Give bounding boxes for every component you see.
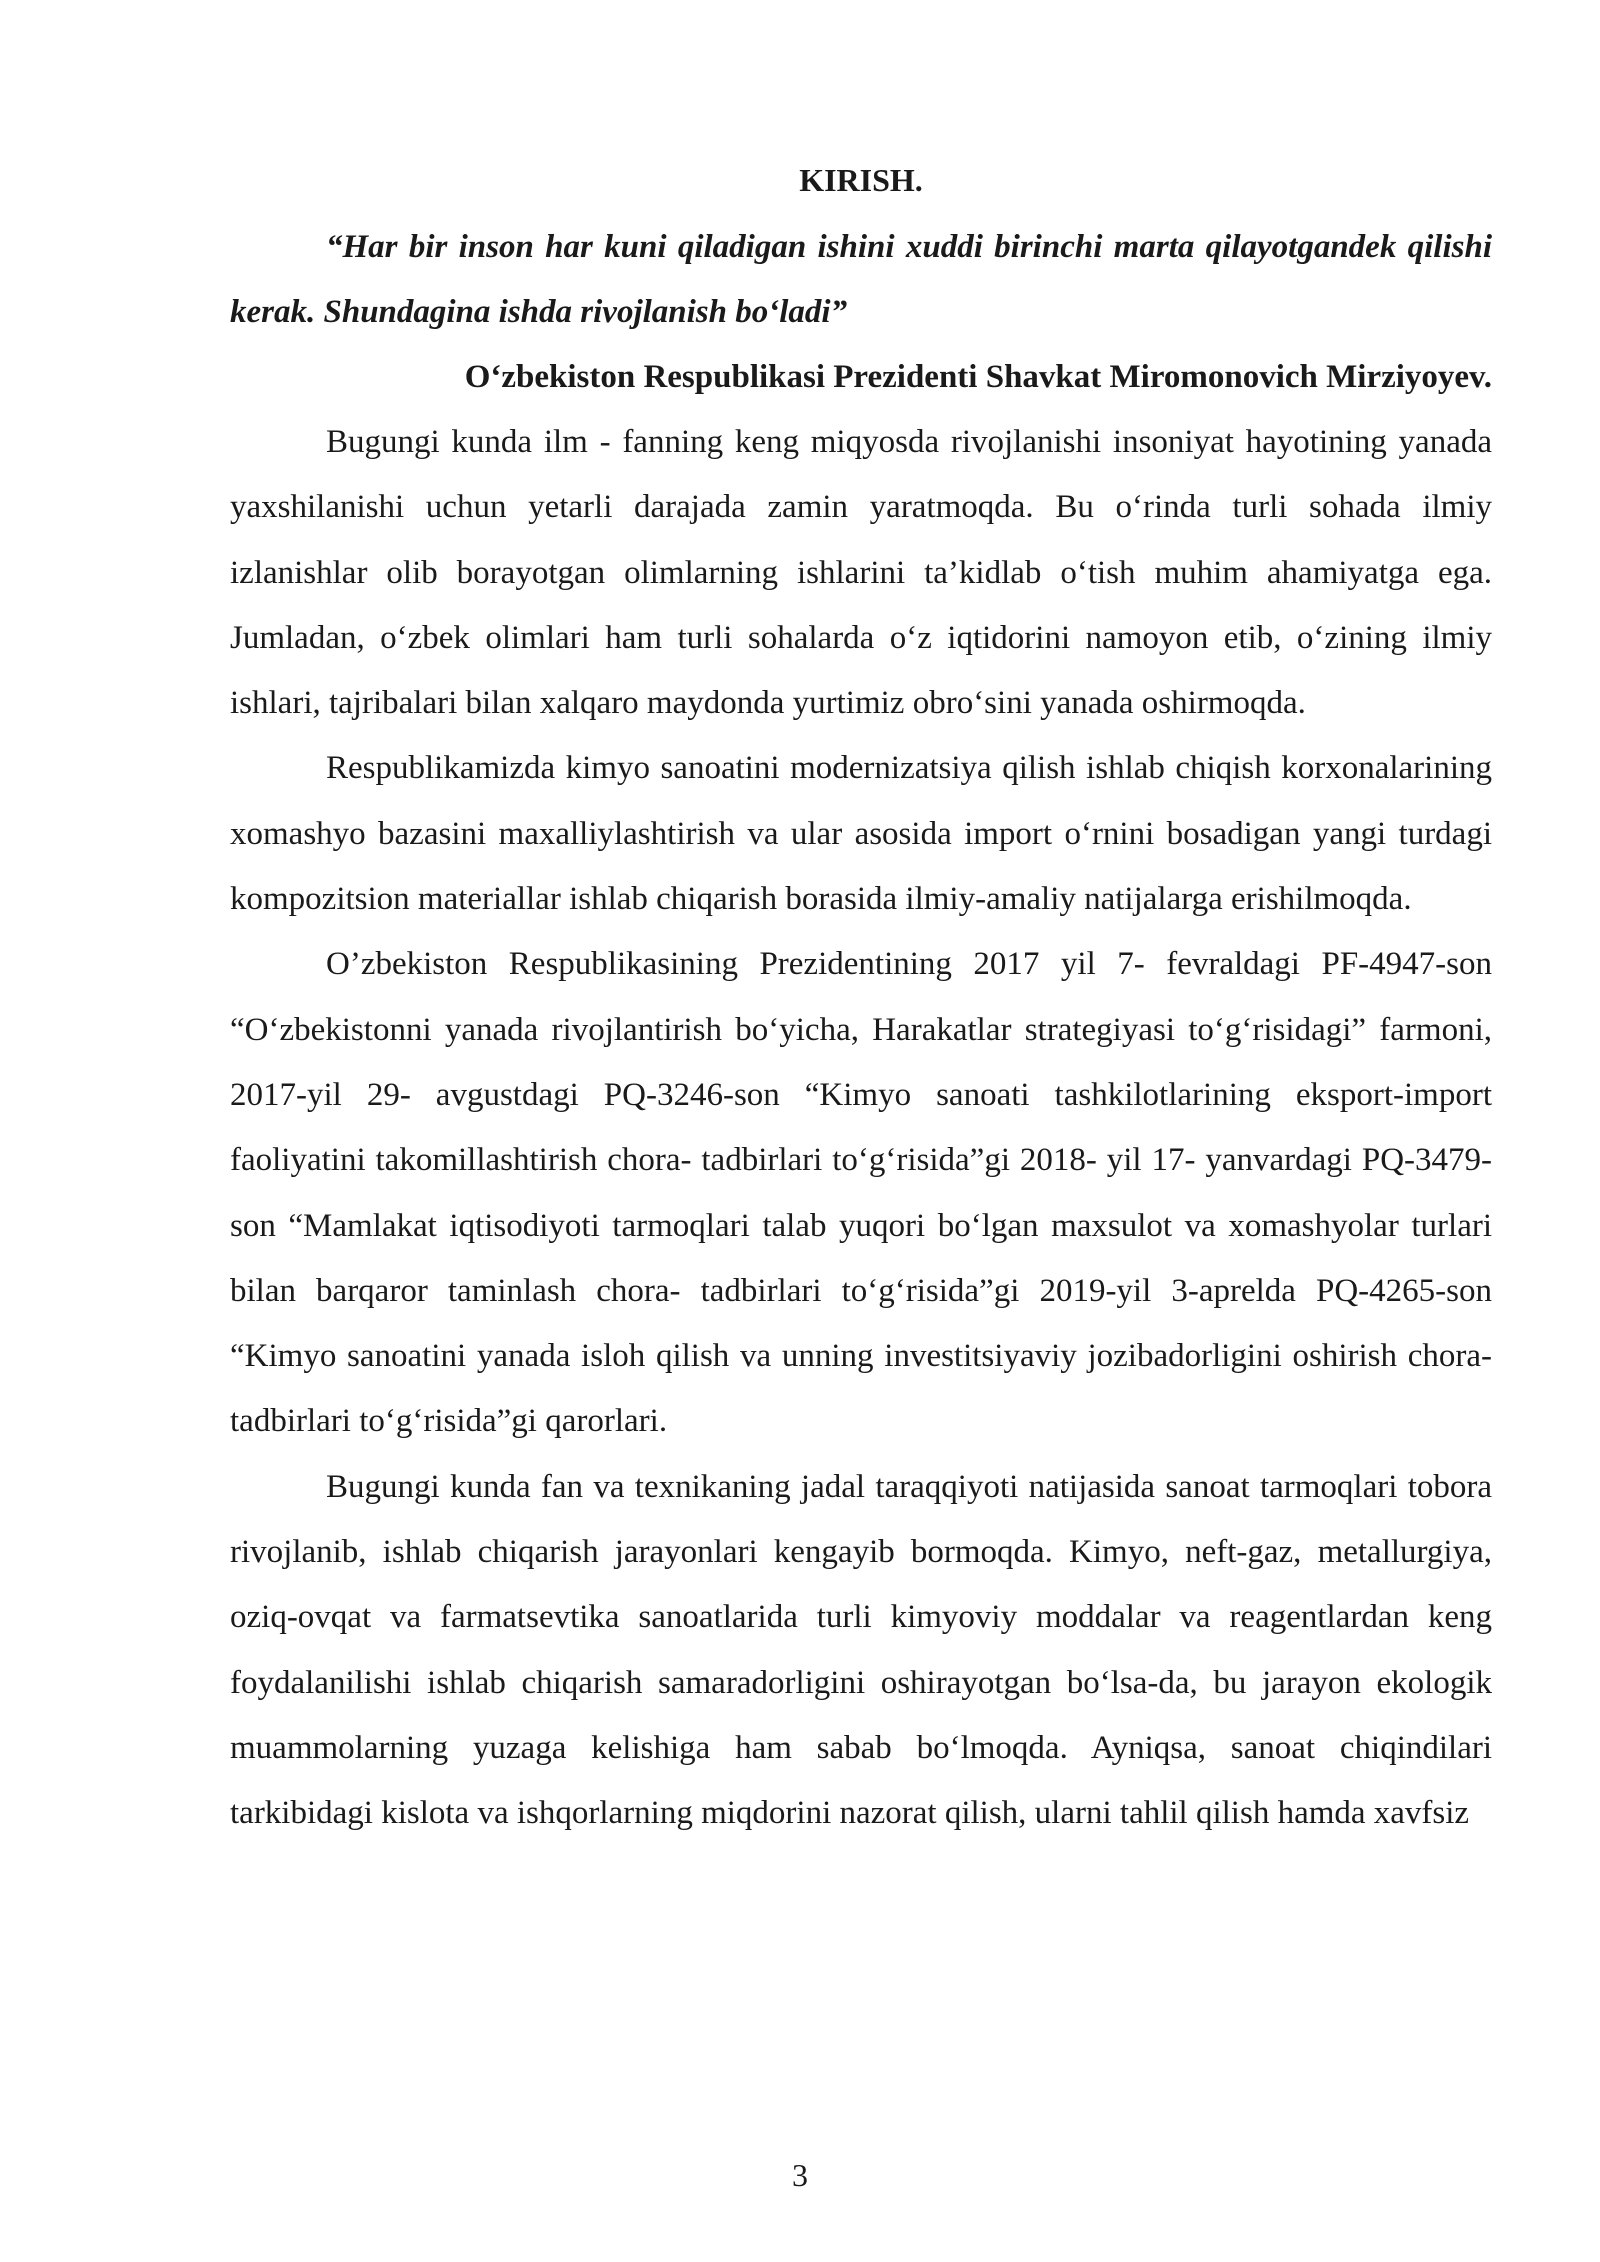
body-paragraph: O’zbekiston Respublikasining Prezidentining 2017 yil 7- fevraldagi PF-4947-son “O‘zbekistonni yanada rivojlantirish bo‘yicha, Harakatlar strategiyasi to‘g‘risidagi” farmoni, 2017-yil 29- avgustdagi PQ-3246-son “Kimyo sanoati tashkilotlarining eksport-import faoliyatini takomillashtirish chora- tadbirlari to‘g‘risida”gi 2018- yil 17- yanvardagi PQ-3479-son “Mamlakat iqtisodiyoti tarmoqlari talab yuqori bo‘lgan maxsulot va xomashyolar turlari bilan barqaror taminlash chora- tadbirlari to‘g‘risida”gi 2019-yil 3-aprelda PQ-4265-son “Kimyo sanoatini yanada isloh qilish va unning investitsiyaviy jozibadorligini oshirish chora- tadbirlari to‘g‘risida”gi qarorlari. [230, 946, 1492, 1440]
section-title: KIRISH. [799, 162, 923, 198]
epigraph-quote: “Har bir inson har kuni qiladigan ishini xuddi birinchi marta qilayotgandek qilishi kerak. Shundagina ishda rivojlanish bo‘ladi” [230, 229, 1492, 330]
epigraph-author: O‘zbekiston Respublikasi Prezidenti Shavkat Miromonovich Mirziyoyev. [464, 359, 1492, 395]
document-page [230, 160, 1492, 1847]
body-paragraph: Bugungi kunda ilm - fanning keng miqyosda rivojlanishi insoniyat hayotining yanada yaxshilanishi uchun yetarli darajada zamin yaratmoqda. Bu o‘rinda turli sohada ilmiy izlanishlar olib borayotgan olimlarning ishlarini ta’kidlab o‘tish muhim ahamiyatga ega. Jumladan, o‘zbek olimlari ham turli sohalarda o‘z iqtidorini namoyon etib, o‘zining ilmiy ishlari, tajribalari bilan xalqaro maydonda yurtimiz obro‘sini yanada oshirmoqda. [230, 424, 1492, 722]
page-number: 3 [792, 2157, 808, 2193]
body-paragraph: Respublikamizda kimyo sanoatini modernizatsiya qilish ishlab chiqish korxonalarining xomashyo bazasini maxalliylashtirish va ular asosida import o‘rnini bosadigan yangi turdagi kompozitsion materiallar ishlab chiqarish borasida ilmiy-amaliy natijalarga erishilmoqda. [230, 750, 1492, 918]
body-paragraph: Bugungi kunda fan va texnikaning jadal taraqqiyoti natijasida sanoat tarmoqlari tobora rivojlanib, ishlab chiqarish jarayonlari kengayib bormoqda. Kimyo, neft-gaz, metallurgiya, oziq-ovqat va farmatsevtika sanoatlarida turli kimyoviy moddalar va reagentlardan keng foydalanilishi ishlab chiqarish samaradorligini oshirayotgan bo‘lsa-da, bu jarayon ekologik muammolarning yuzaga kelishiga ham sabab bo‘lmoqda. Ayniqsa, sanoat chiqindilari tarkibidagi kislota va ishqorlarning miqdorini nazorat qilish, ularni tahlil qilish hamda xavfsiz [230, 1468, 1492, 1832]
